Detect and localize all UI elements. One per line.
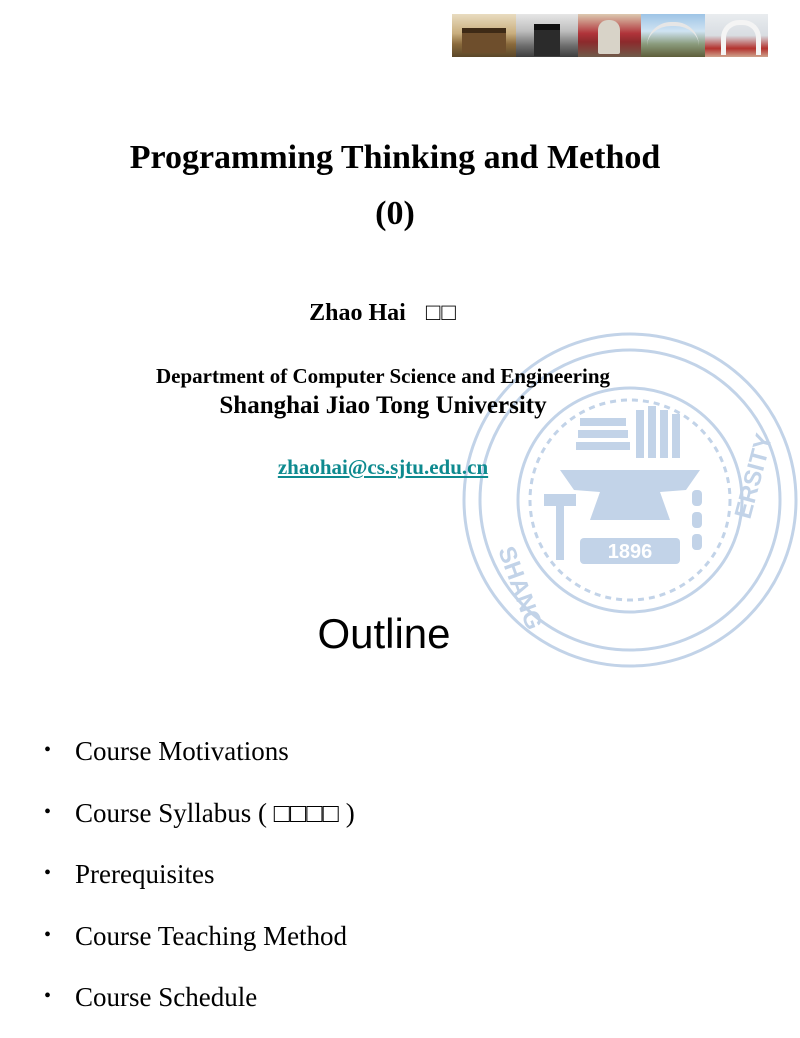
campus-gate-photo (452, 14, 516, 57)
list-item (40, 976, 355, 1038)
campus-arch-photo (641, 14, 705, 57)
seal-year-label: 1896 (607, 541, 653, 563)
bullet-icon: • (44, 862, 52, 884)
list-item (40, 853, 355, 915)
author-line (0, 296, 766, 330)
header-photo-strip (452, 14, 768, 57)
seal-ring-text-right: ERSITY (729, 430, 779, 522)
stone-lion-photo (578, 14, 641, 57)
bullet-text: Prerequisites (75, 859, 215, 889)
email-link[interactable]: zhaohai@cs.sjtu.edu.cn (277, 455, 489, 479)
bullet-icon: • (44, 923, 52, 946)
list-item (40, 792, 355, 854)
bullet-icon: • (44, 985, 52, 1007)
list-item (40, 730, 355, 792)
historic-building-photo (516, 14, 578, 57)
outline-bullet-list (40, 730, 355, 1038)
author-name-chinese: □□ (425, 300, 457, 326)
gateway-photo (705, 14, 768, 57)
seal-ring-text-left: SHANG (492, 542, 548, 634)
bullet-text: Course Syllabus ( □□□□ ) (75, 797, 355, 828)
slide-title-line-1: Programming Thinking and Method (129, 139, 661, 176)
bullet-icon: • (44, 739, 52, 761)
list-item (40, 915, 355, 977)
department-label: Department of Computer Science and Engineering (156, 364, 610, 388)
email-line (0, 452, 766, 482)
bullet-text: Course Motivations (75, 736, 289, 766)
author-name: Zhao Hai (309, 300, 406, 326)
bullet-text: Course Schedule (75, 982, 258, 1012)
outline-heading: Outline (317, 610, 451, 657)
bullet-text: Course Teaching Method (75, 920, 348, 951)
slide-title-line-2: (0) (375, 195, 415, 232)
university-label: Shanghai Jiao Tong University (219, 392, 547, 419)
bullet-icon: • (44, 800, 52, 823)
